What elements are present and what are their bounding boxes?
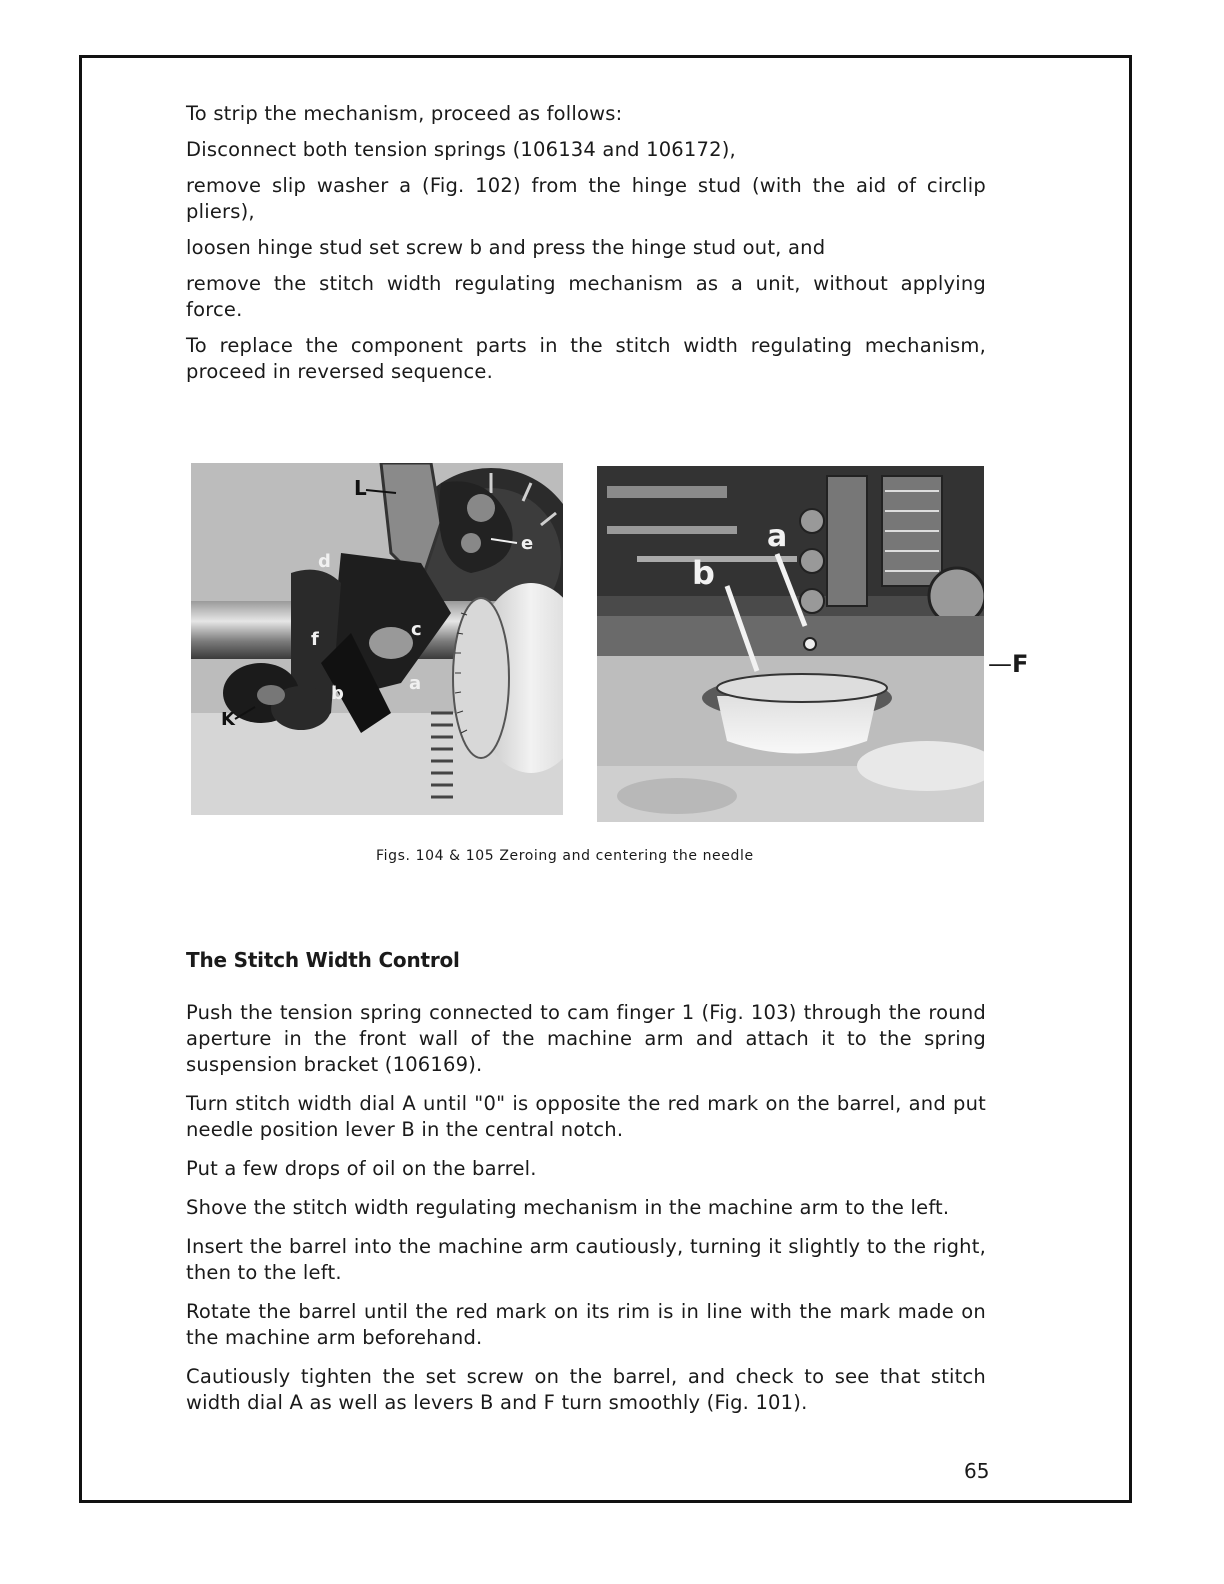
label-b: b xyxy=(692,554,715,592)
figure-105-photo xyxy=(597,466,984,822)
paragraph: Insert the barrel into the machine arm cautiously, turning it slightly to the right, then to the left. xyxy=(186,1235,986,1284)
paragraph: remove the stitch width regulating mechanism as a unit, without applying force. xyxy=(186,272,986,321)
label-d: d xyxy=(318,551,331,572)
paragraph: loosen hinge stud set screw b and press the hinge stud out, and xyxy=(186,236,826,259)
page-number: 65 xyxy=(964,1459,990,1483)
label-b: b xyxy=(331,683,344,704)
intro-text xyxy=(186,101,986,395)
paragraph: Push the tension spring connected to cam finger 1 (Fig. 103) through the round aperture in the front wall of the machine arm and attach it to the spring suspension bracket (106169). xyxy=(186,1001,986,1076)
paragraph: Rotate the barrel until the red mark on its rim is in line with the mark made on the machine arm beforehand. xyxy=(186,1300,986,1349)
body-text xyxy=(186,1000,986,1429)
label-a: a xyxy=(767,519,788,554)
label-a: a xyxy=(409,673,422,694)
paragraph: remove slip washer a (Fig. 102) from the hinge stud (with the aid of circlip pliers), xyxy=(186,174,986,223)
paragraph: Shove the stitch width regulating mechanism in the machine arm to the left. xyxy=(186,1196,950,1219)
paragraph: Disconnect both tension springs (106134 and 106172), xyxy=(186,138,736,161)
paragraph: Cautiously tighten the set screw on the barrel, and check to see that stitch width dial A as well as levers B and F turn smoothly (Fig. 101). xyxy=(186,1365,986,1414)
figure-104-photo xyxy=(191,463,563,815)
figure-caption: Figs. 104 & 105 Zeroing and centering the needle xyxy=(376,848,754,864)
label-f: f xyxy=(311,629,319,650)
label-e: e xyxy=(521,533,534,554)
label-c: c xyxy=(411,619,422,640)
label-L: L xyxy=(354,476,367,500)
paragraph: Turn stitch width dial A until "0" is opposite the red mark on the barrel, and put needle position lever B in the central notch. xyxy=(186,1092,986,1141)
figure-side-label-F: —F xyxy=(988,650,1029,678)
label-K: K xyxy=(221,709,235,730)
paragraph: To strip the mechanism, proceed as follows: xyxy=(186,102,623,125)
paragraph: Put a few drops of oil on the barrel. xyxy=(186,1157,537,1180)
paragraph: To replace the component parts in the stitch width regulating mechanism, proceed in reversed sequence. xyxy=(186,334,986,383)
section-heading: The Stitch Width Control xyxy=(186,948,460,972)
